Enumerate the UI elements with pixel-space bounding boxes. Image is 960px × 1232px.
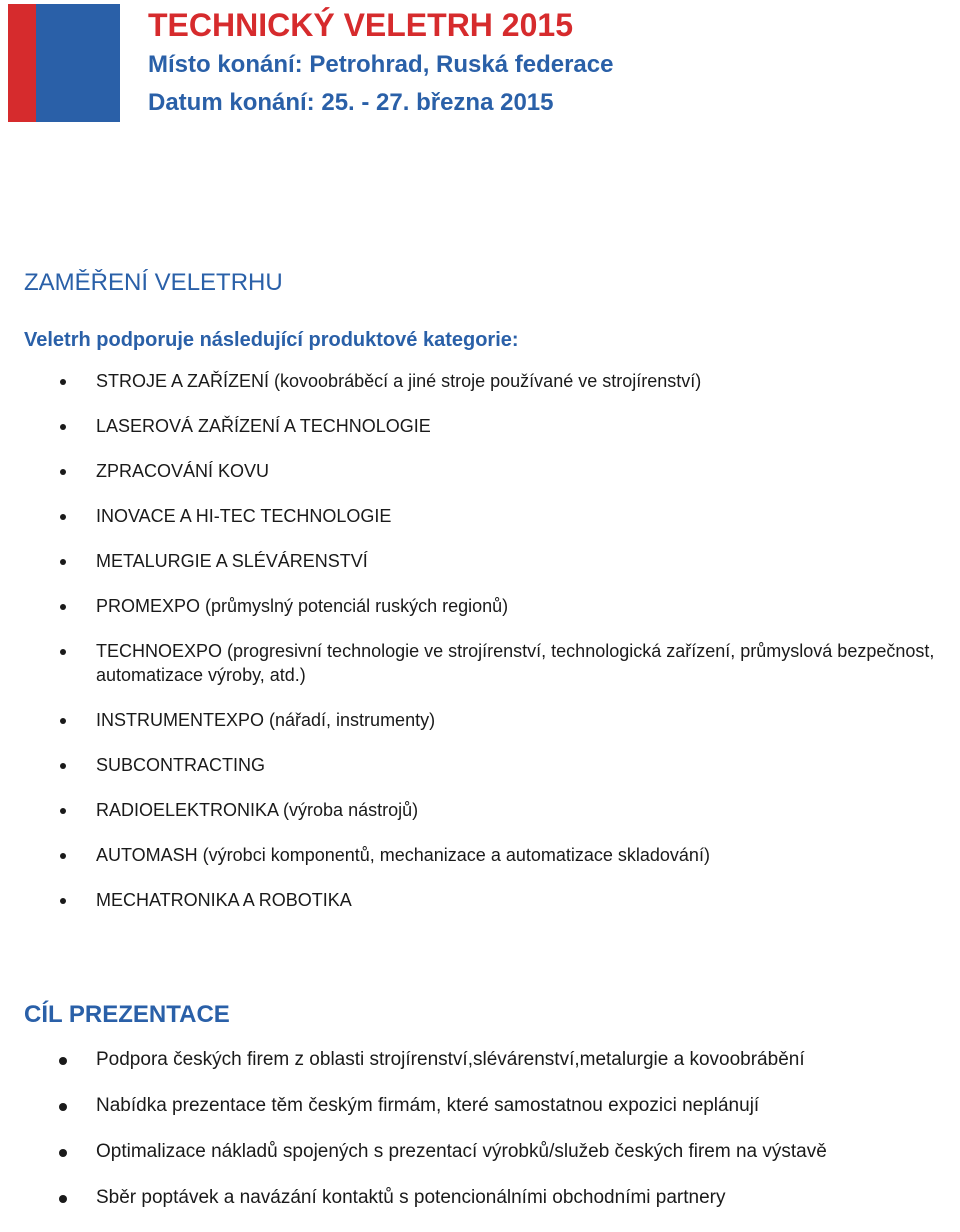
list-item: LASEROVÁ ZAŘÍZENÍ A TECHNOLOGIE <box>24 414 954 438</box>
list-item: Optimalizace nákladů spojených s prezentací výrobků/služeb českých firem na výstavě <box>24 1140 954 1164</box>
list-item: PROMEXPO (průmyslný potenciál ruských regionů) <box>24 594 954 618</box>
list-item: INSTRUMENTEXPO (nářadí, instrumenty) <box>24 708 954 732</box>
category-list <box>24 369 954 912</box>
list-item: Podpora českých firem z oblasti strojírenství,slévárenství,metalurgie a kovoobrábění <box>24 1048 954 1072</box>
focus-section <box>24 268 954 933</box>
list-item: INOVACE A HI-TEC TECHNOLOGIE <box>24 504 954 528</box>
goal-section <box>24 1000 954 1232</box>
venue: Místo konání: Petrohrad, Ruská federace <box>148 51 614 78</box>
focus-subheading: Veletrh podporuje následující produktové kategorie: <box>24 329 519 351</box>
list-item: AUTOMASH (výrobci komponentů, mechanizace a automatizace skladování) <box>24 843 954 867</box>
page-title: TECHNICKÝ VELETRH 2015 <box>148 7 573 43</box>
list-item: Sběr poptávek a navázání kontaktů s potencionálními obchodními partnery <box>24 1186 954 1210</box>
list-item: Nabídka prezentace těm českým firmám, které samostatnou expozici neplánují <box>24 1094 954 1118</box>
list-item: SUBCONTRACTING <box>24 753 954 777</box>
flag-red-stripe <box>8 4 36 122</box>
header <box>148 4 613 122</box>
list-item: MECHATRONIKA A ROBOTIKA <box>24 888 954 912</box>
list-item: STROJE A ZAŘÍZENÍ (kovoobráběcí a jiné stroje používané ve strojírenství) <box>24 369 954 393</box>
flag-blue-block <box>36 4 120 122</box>
list-item: ZPRACOVÁNÍ KOVU <box>24 459 954 483</box>
flag-logo <box>8 4 120 122</box>
list-item: RADIOELEKTRONIKA (výroba nástrojů) <box>24 798 954 822</box>
event-date: Datum konání: 25. - 27. března 2015 <box>148 89 554 116</box>
focus-heading: ZAMĚŘENÍ VELETRHU <box>24 269 283 296</box>
goal-list <box>24 1048 954 1210</box>
goal-heading: CÍL PREZENTACE <box>24 1001 230 1028</box>
list-item: METALURGIE A SLÉVÁRENSTVÍ <box>24 549 954 573</box>
list-item: TECHNOEXPO (progresivní technologie ve strojírenství, technologická zařízení, průmyslová bezpečnost, automatizace výroby, atd.) <box>24 639 954 687</box>
